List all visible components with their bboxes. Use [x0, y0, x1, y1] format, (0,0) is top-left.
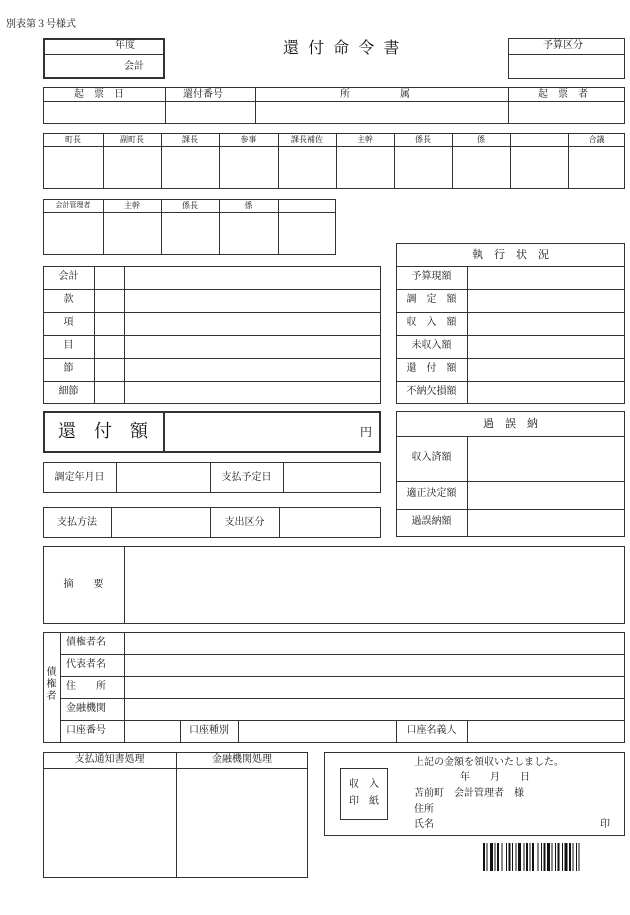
receipt-town: 苫前町 会計管理者 様	[414, 788, 524, 799]
receipt-text: 上記の金額を領収いたしました。	[414, 757, 564, 768]
barcode-bar	[565, 843, 568, 871]
yosan-kubun-label: 予算区分	[543, 40, 583, 51]
barcode-bar	[547, 843, 550, 871]
creditor-label: 代表者名	[66, 659, 106, 670]
approval-label: 係長	[415, 135, 431, 144]
creditor-side-label: 者	[46, 691, 57, 702]
approval2-label: 係	[244, 201, 253, 210]
kago-label: 過誤納額	[411, 516, 452, 527]
receipt-address: 住所	[414, 804, 434, 815]
barcode-bar	[506, 843, 507, 871]
kihyo-sha-label: 起 票 者	[538, 89, 588, 100]
barcode	[483, 843, 623, 871]
tsuchi-label: 支払通知書処理	[74, 754, 145, 765]
approval-label: 課長補佐	[291, 135, 323, 144]
barcode-bar	[483, 843, 485, 871]
barcode-bar	[538, 843, 539, 871]
nendo-label: 年度	[115, 40, 135, 51]
approval-label: 課長	[182, 135, 198, 144]
approval2-label: 主幹	[124, 201, 140, 210]
creditor-label: 債権者名	[66, 637, 106, 648]
approval2-label: 会計管理者	[55, 201, 91, 209]
approval-label: 主幹	[357, 135, 373, 144]
shunyu-inshi-box	[340, 768, 388, 820]
tekiyo-box	[43, 546, 625, 624]
kago-label: 適正決定額	[406, 488, 457, 499]
kanpu-gaku-unit: 円	[360, 425, 373, 439]
kago-label: 収入済額	[411, 452, 452, 463]
barcode-bar	[552, 843, 553, 871]
barcode-bar	[495, 843, 496, 871]
tekiyo-label: 摘 要	[63, 579, 104, 590]
barcode-bar	[532, 843, 534, 871]
exec-label: 予算現額	[411, 271, 452, 282]
kanpu-gaku-label: 還 付 額	[58, 421, 148, 442]
account-label: 款	[63, 294, 74, 305]
kanpu-bango-label: 還付番号	[183, 89, 223, 100]
shiharai-yotei-label: 支払予定日	[221, 472, 272, 483]
receipt-name: 氏名	[414, 819, 434, 830]
barcode-bar	[573, 843, 574, 871]
receipt-date: 年 月 日	[460, 772, 530, 783]
approval-label: 合議	[588, 135, 605, 144]
creditor-label: 住 所	[66, 681, 106, 692]
barcode-bar	[524, 843, 525, 871]
account-label: 目	[63, 340, 74, 351]
barcode-bar	[562, 843, 563, 871]
inshi-label-2: 印 紙	[349, 796, 379, 807]
approval-label: 副町長	[120, 135, 144, 144]
creditor-label: 金融機関	[66, 703, 106, 714]
chotei-label: 調定年月日	[54, 472, 105, 483]
approval-label: 町長	[65, 135, 81, 144]
kinyu-label: 金融機関処理	[212, 754, 272, 765]
creditor-label: 口座番号	[66, 725, 106, 736]
account-label: 項	[63, 317, 74, 328]
barcode-bar	[541, 843, 542, 871]
barcode-bar	[516, 843, 517, 871]
creditor-side-label: 権	[46, 679, 57, 690]
barcode-bar	[526, 843, 528, 871]
koza-meigi-label: 口座名義人	[406, 725, 457, 736]
exec-label: 不納欠損額	[406, 386, 457, 397]
kaikei-label: 会計	[124, 61, 144, 72]
exec-title: 執 行 状 況	[472, 248, 549, 261]
shozoku-label: 所 属	[340, 89, 410, 100]
barcode-bar	[512, 843, 513, 871]
barcode-bar	[579, 843, 580, 871]
barcode-bar	[576, 843, 577, 871]
barcode-bar	[487, 843, 488, 871]
barcode-bar	[555, 843, 556, 871]
barcode-bar	[502, 843, 503, 871]
barcode-bar	[509, 843, 511, 871]
exec-label: 還 付 額	[406, 363, 457, 374]
kago-title: 過 誤 納	[483, 417, 538, 430]
shiharai-hoho-label: 支払方法	[57, 517, 97, 528]
kihyo-bi-label: 起 票 日	[74, 89, 124, 100]
exec-label: 未収入額	[411, 340, 452, 351]
shishutsu-kubun-label: 支出区分	[224, 517, 265, 528]
account-label: 細節	[58, 386, 79, 397]
barcode-bar	[569, 843, 571, 871]
approval-label: 係	[477, 135, 485, 144]
creditor-side-label: 債	[46, 667, 57, 678]
barcode-bar	[490, 843, 493, 871]
form-id: 別表第３号様式	[6, 19, 76, 30]
exec-label: 収 入 額	[406, 317, 457, 328]
barcode-bar	[497, 843, 499, 871]
barcode-bar	[518, 843, 521, 871]
barcode-bar	[530, 843, 531, 871]
account-label: 節	[63, 363, 74, 374]
exec-label: 調 定 額	[406, 294, 457, 305]
creditor-table	[43, 632, 625, 743]
receipt-seal: 印	[600, 819, 610, 830]
inshi-label-1: 収 入	[349, 779, 379, 790]
approval-label: 参事	[240, 135, 257, 144]
barcode-bar	[558, 843, 560, 871]
koza-shubetsu-label: 口座種別	[189, 725, 229, 736]
barcode-bar	[544, 843, 546, 871]
account-label: 会計	[58, 271, 79, 282]
approval2-label: 係長	[182, 201, 198, 210]
page-title: 還 付 命 令 書	[283, 38, 402, 57]
nendo-box	[43, 38, 165, 79]
